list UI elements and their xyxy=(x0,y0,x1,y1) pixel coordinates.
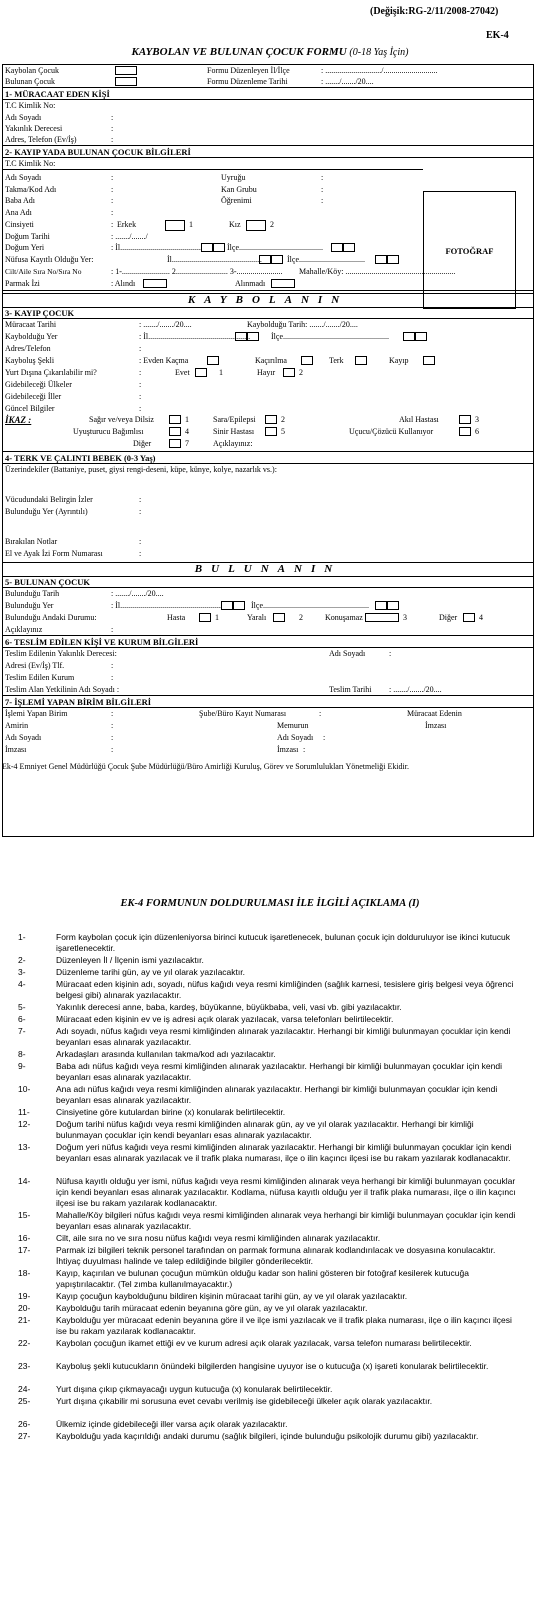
s2-mother-label: Ana Adı xyxy=(5,208,32,217)
w-mental-code: 3 xyxy=(475,415,479,424)
recv-label: Teslim Alan Yetkilinin Adı Soyadı : xyxy=(5,685,120,694)
lost-ilce-code-1[interactable] xyxy=(403,332,415,341)
abroad-yes-label: Evet xyxy=(175,368,190,377)
wounded-label: Yaralı xyxy=(247,613,267,622)
lost-place-ilce-field[interactable]: İlçe..................................................... xyxy=(271,332,389,341)
f-place-label: Bulunduğu Yer xyxy=(5,601,54,610)
birth-il-code-1[interactable] xyxy=(201,243,213,252)
abducted-checkbox[interactable] xyxy=(301,356,313,365)
explanation-item-number: 1- xyxy=(18,932,26,942)
s2-nationality-label: Uyruğu xyxy=(221,173,246,182)
explanation-item-number: 24- xyxy=(18,1384,31,1394)
f-explain-label: Açıklayınız xyxy=(5,625,43,634)
section-2-title: 2- KAYIP YADA BULUNAN ÇOCUK BİLGİLERİ xyxy=(5,147,191,157)
handprint-label: El ve Ayak İzi Form Numarası xyxy=(5,549,103,558)
found-place-label: Bulunduğu Yer (Ayrıntılı) xyxy=(5,507,88,516)
s2-tc-label: T.C Kimlik No: xyxy=(5,159,56,168)
s7-officer-sign-label: İmzası xyxy=(277,745,299,754)
explanation-item-text: Kayıp, kaçırılan ve bulunan çocuğun mümkün olduğu kadar son halini gösteren bir fotoğraf kesilerek kutucuğa yapıştırılacaktır. (Tel zımba kullanılmayacaktır.) xyxy=(56,1268,469,1289)
registry-ilce-field[interactable]: İlçe................................. xyxy=(287,255,365,264)
explanation-item-number: 23- xyxy=(18,1361,31,1371)
f-date-field[interactable]: : ......./......./20.... xyxy=(111,589,164,598)
age-range: (0-18 Yaş İçin) xyxy=(349,47,409,58)
birth-il-code-2[interactable] xyxy=(213,243,225,252)
mute-code: 3 xyxy=(403,613,407,622)
explanation-item-number: 11- xyxy=(18,1107,30,1117)
gender-label: Cinsiyeti xyxy=(5,220,34,229)
explanation-item-text: Kaybolan çocuğun ikamet ettiği ev ve kurum adresi açık olarak yazılacak, varsa telefon numarası belirtilecektir. xyxy=(56,1338,472,1348)
explanation-item-text: Adı soyadı, nüfus kağıdı veya resmi kimliğinden alınarak yazılacaktır. Herhangi bir kimliği bulunmayan çocuklar için kendi beyanları esas alınarak yazılacaktır. xyxy=(56,1026,511,1047)
photo-box[interactable]: FOTOĞRAF xyxy=(423,191,516,309)
explanation-item-number: 2- xyxy=(18,955,26,965)
explanation-item-text: Form kaybolan çocuk için düzenleniyorsa birinci kutucuk işaretlenecek, bulunan çocuk için dolduruluyor ise ikinci kutucuk işaretlenecektir. xyxy=(56,932,511,953)
section-5-title: 5- BULUNAN ÇOCUK xyxy=(5,577,90,587)
s7-sign-label: İmzası xyxy=(5,745,27,754)
w-drug-code: 4 xyxy=(185,427,189,436)
officer-label: Memurun xyxy=(277,721,309,730)
w-deaf-code: 1 xyxy=(185,415,189,424)
missing-label: Kayıp xyxy=(389,356,409,365)
section-3-title: 3- KAYIP ÇOCUK xyxy=(5,308,75,318)
female-label: Kız xyxy=(229,220,241,229)
fingerprint-label: Parmak İzi xyxy=(5,279,40,288)
section-7-title: 7- İŞLEMİ YAPAN BİRİM BİLGİLERİ xyxy=(5,697,152,707)
w-nerve-checkbox[interactable] xyxy=(265,427,277,436)
kind-found-label: Bulunan Çocuk xyxy=(5,77,55,86)
s2-father-label: Baba Adı xyxy=(5,196,35,205)
applicant-sign-label: İmzası xyxy=(425,721,447,730)
explanation-item-text: Baba adı nüfus kağıdı veya resmi kimliğinden alınarak yazılacaktır. Herhangi bir kimliği bulunmayan çocuklar için kendi beyanları esas alınarak yazılacaktır. xyxy=(56,1061,502,1082)
sick-code: 1 xyxy=(215,613,219,622)
explanation-item-text: Kayıp çocuğun kaybolduğunu bildiren kişinin müracaat tarihi gün, ay ve yıl olarak yazılacaktır. xyxy=(56,1291,408,1301)
w-other-code: 7 xyxy=(185,439,189,448)
male-checkbox[interactable] xyxy=(165,220,185,231)
abroad-no-checkbox[interactable] xyxy=(283,368,295,377)
explanation-item-text: Doğum yeri nüfus kağıdı veya resmi kimliğinden alınarak yazılacaktır. Herhangi bir kimliği bulunmayan çocuklar için kendi beyanları esas alınarak yazılacak ve il trafik plaka numarası, ilçe o ilin kaçıncı ilçesi ise bu rakam yazılarak kodlanacaktır. xyxy=(56,1142,512,1163)
w-deaf-checkbox[interactable] xyxy=(169,415,181,424)
rel-label: Teslim Edilenin Yakınlık Derecesi: xyxy=(5,649,117,658)
no-code: 2 xyxy=(299,368,303,377)
birth-place-label: Doğum Yeri xyxy=(5,243,45,252)
abandon-checkbox[interactable] xyxy=(355,356,367,365)
footnote: Ek-4 Emniyet Genel Müdürlüğü Çocuk Şube Müdürlüğü/Büro Amirliği Kuruluş, Görev ve Sorumlulukları Yönetmeliği Ekidir. xyxy=(2,762,409,771)
missing-checkbox[interactable] xyxy=(423,356,435,365)
explanation-item-number: 26- xyxy=(18,1419,31,1429)
abandon-label: Terk xyxy=(329,356,344,365)
w-other-label: Diğer xyxy=(133,439,152,448)
f-il-code-1[interactable] xyxy=(221,601,233,610)
birth-date-label: Doğum Tarihi xyxy=(5,232,50,241)
female-code: 2 xyxy=(270,220,274,229)
explanation-item-number: 4- xyxy=(18,979,26,989)
kind-lost-label: Kaybolan Çocuk xyxy=(5,66,59,75)
issuer-city-field[interactable]: : ............................/........................... xyxy=(321,66,438,75)
w-epil-code: 2 xyxy=(281,415,285,424)
birth-ilce-code-2[interactable] xyxy=(343,243,355,252)
branch-label: Şube/Büro Kayıt Numarası xyxy=(199,709,287,718)
explanation-item-number: 19- xyxy=(18,1291,31,1301)
section-6-title: 6- TESLİM EDİLEN KİŞİ VE KURUM BİLGİLERİ xyxy=(5,637,199,647)
explanation-title: EK-4 FORMUNUN DOLDURULMASI İLE İLGİLİ AÇIKLAMA (I) xyxy=(120,898,420,909)
kind-lost-checkbox[interactable] xyxy=(115,66,137,75)
birth-ilce-field[interactable]: İlçe.......................................... xyxy=(227,243,323,252)
explanation-item-number: 27- xyxy=(18,1431,31,1441)
s6-inst-label: Teslim Edilen Kurum xyxy=(5,673,75,682)
lost-how-label: Kayboluş Şekli xyxy=(5,356,55,365)
mute-checkbox[interactable] xyxy=(365,613,399,622)
recv-date-field[interactable]: : ......./......./20.... xyxy=(389,685,442,694)
s4-items-label: Üzerindekiler (Battaniye, puset, giysi rengi-deseni, küpe, künye, kolye, nazarlık vs.): xyxy=(5,465,277,474)
row-kind-lost xyxy=(3,66,533,76)
lost-il-code-2[interactable] xyxy=(247,332,259,341)
lost-ilce-code-2[interactable] xyxy=(415,332,427,341)
explanation-item-text: Cinsiyetine göre kutulardan birine (x) konularak belirtilecektir. xyxy=(56,1107,286,1117)
wounded-code: 2 xyxy=(299,613,303,622)
current-info-label: Güncel Bilgiler xyxy=(5,404,55,413)
explanation-item-number: 7- xyxy=(18,1026,26,1036)
lost-place-label: Kaybolduğu Yer xyxy=(5,332,58,341)
male-code: 1 xyxy=(189,220,193,229)
s1-tc-label: T.C Kimlik No: xyxy=(5,101,56,110)
form-title-text: KAYBOLAN VE BULUNAN ÇOCUK FORMU xyxy=(131,46,347,58)
abducted-label: Kaçırılma xyxy=(255,356,287,365)
section-1-title: 1- MÜRACAAT EDEN KİŞİ xyxy=(5,89,110,99)
home-escape-label: : Evden Kaçma xyxy=(139,356,189,365)
s1-relation-label: Yakınlık Derecesi xyxy=(5,124,63,133)
s6-addr-label: Adresi (Ev/İş) Tlf. xyxy=(5,661,65,670)
explanation-item-number: 14- xyxy=(18,1176,31,1186)
band-found: BULUNANIN xyxy=(3,562,533,577)
w-volatile-code: 6 xyxy=(475,427,479,436)
issuer-city-label: Formu Düzenleyen İl/İlçe xyxy=(207,66,290,75)
f-il-code-2[interactable] xyxy=(233,601,245,610)
w-drug-checkbox[interactable] xyxy=(169,427,181,436)
explanation-item-text: Ana adı nüfus kağıdı veya resmi kimliğinden alınarak yazılacaktır. Herhangi bir kimliği bulunmayan çocuklar için kendi beyanları esas alınarak yazılacaktır. xyxy=(56,1084,498,1105)
app-date-field[interactable]: : ......./......./20.... xyxy=(139,320,192,329)
explanation-item-number: 3- xyxy=(18,967,26,977)
form-table: Kaybolan Çocuk Formu Düzenleyen İl/İlçe : ............................/........................... Bulunan Çocuk Formu Düzenleme Tarihi : ......./......./20.... 1- MÜRACAAT EDEN KİŞİ T.C Kimlik No: Adı Soyadı : Yakınlık Derecesi : Adres, Telefon (Ev/İş) : 2- KAYIP YADA BULUNAN ÇOCUK BİLGİLERİ T.C Kimlik No: Adı Soyadı : Uyruğu : Takma/Kod Adı : Kan Grubu : Baba Adı : Öğrenimi : Ana Adı : Cinsiyeti : Erkek 1 Kız 2 Doğum Tarihi : ......./......./ Doğum Yeri : İl......................................... İlçe.......................................... Nüfusa Kayıtlı Olduğu Yer: İl............................................. İlçe................................. Cilt/Aile Sıra No/Sıra No : 1-........................ 2.......................... 3-....................... Mahalle/Köy: ....................................................... Parmak İzi : Alındı Alınmadı FOTOĞRAF KAYBOLANIN 3- KAYIP ÇOCUK Müracaat Tarihi : ......./......./20.... Kaybolduğu Tarih: ......./......./20.... Kaybolduğu Yer : İl................................................... İlçe..................................................... Adres/Telefon : Kayboluş Şekli : Evden Kaçma Kaçırılma Terk Kayıp Yurt Dışına Çıkarılabilir mi? : Evet 1 Hayır 2 Gidebileceği Ülkeler : Gidebileceği İller : Güncel Bilgiler : İKAZ : Sağır ve/veya Dilsiz 1 Sara/Epilepsi 2 Akıl Hastası 3 Uyuşturucu Bağımlısı 4 Sinir Hastası 5 Uçucu/Çözücü Kullanıyor 6 Diğer 7 Açıklayınız: 4- TERK VE ÇALINTI BEBEK (0-3 Yaş) Üzerindekiler (Battaniye, puset, giysi rengi-deseni, küpe, künye, kolye, nazarlık vs.): Vücudundaki Belirgin İzler : Bulunduğu Yer (Ayrıntılı) : Bırakılan Notlar : El ve Ayak İzi Form Numarası : BULUNANIN 5- BULUNAN ÇOCUK Bulunduğu Tarih : ......./......./20.... Bulunduğu Yer : İl................................................... İlçe..................................................... Bulunduğu Andaki Durumu: Hasta 1 Yaralı 2 Konuşamaz 3 Diğer 4 Açıklayınız : 6- TESLİM EDİLEN KİŞİ VE KURUM BİLGİLERİ Teslim Edilenin Yakınlık Derecesi: Adı Soyadı : Adresi (Ev/İş) Tlf. : Teslim Edilen Kurum : Teslim Alan Yetkilinin Adı Soyadı : Teslim Tarihi : ......./......./20.... 7- İŞLEMİ YAPAN BİRİM BİLGİLERİ İşlemi Yapan Birim : Şube/Büro Kayıt Numarası : Müracaat Edenin Amirin : Memurun İmzası Adı Soyadı : Adı Soyadı : İmzası : İmzası : xyxy=(2,64,534,837)
kind-found-checkbox[interactable] xyxy=(115,77,137,86)
w-other-checkbox[interactable] xyxy=(169,439,181,448)
w-nerve-code: 5 xyxy=(281,427,285,436)
explanation-item-text: Düzenleyen İl / İlçenin ismi yazılacaktır. xyxy=(56,955,204,965)
explanation-item-text: Yakınlık derecesi anne, baba, kardeş, büyükanne, büyükbaba, veli, vasi vb. gibi yazılacaktır. xyxy=(56,1002,402,1012)
explanation-item-number: 22- xyxy=(18,1338,31,1348)
w-epil-label: Sara/Epilepsi xyxy=(213,415,256,424)
explanation-item-number: 13- xyxy=(18,1142,31,1152)
s2-nickname-label: Takma/Kod Adı xyxy=(5,185,57,194)
f-place-ilce-field[interactable]: İlçe..................................................... xyxy=(251,601,369,610)
volume-field[interactable]: : 1-........................ 2.......................... 3-....................... xyxy=(111,267,283,276)
explanation-item-text: Doğum tarihi nüfus kağıdı veya resmi kimliğinden alınarak gün, ay ve yıl olarak yazılacaktır. Herhangi bir kimliği bulunmayan çocuklar için kendi beyanları esas alınarak yazılacaktır. xyxy=(56,1119,474,1140)
explanation-item-text: Arkadaşları arasında kullanılan takma/kod adı yazılacaktır. xyxy=(56,1049,276,1059)
f-other-label: Diğer xyxy=(439,613,458,622)
explanation-item-text: Düzenleme tarihi gün, ay ve yıl olarak yazılacaktır. xyxy=(56,967,245,977)
s2-blood-label: Kan Grubu xyxy=(221,185,257,194)
revision-note: (Değişik:RG-2/11/2008-27042) xyxy=(370,6,499,17)
sick-checkbox[interactable] xyxy=(199,613,211,622)
lost-date-field[interactable]: Kaybolduğu Tarih: ......./......./20.... xyxy=(247,320,358,329)
explanation-item-number: 12- xyxy=(18,1119,31,1129)
band-lost: KAYBOLANIN xyxy=(3,293,533,308)
countries-label: Gidebileceği Ülkeler xyxy=(5,380,72,389)
sick-label: Hasta xyxy=(167,613,186,622)
explanation-item-text: Yurt dışına çıkıp çıkmayacağı uygun kutucuğa (x) konularak belirtilecektir. xyxy=(56,1384,333,1394)
s7-officer-name-label: Adı Soyadı xyxy=(277,733,314,742)
explanation-item-number: 5- xyxy=(18,1002,26,1012)
f-ilce-code-2[interactable] xyxy=(387,601,399,610)
f-other-checkbox[interactable] xyxy=(463,613,475,622)
registry-ilce-code-1[interactable] xyxy=(375,255,387,264)
explanation-item-number: 25- xyxy=(18,1396,31,1406)
s2-education-label: Öğrenimi xyxy=(221,196,252,205)
explanation-item-text: Nüfusa kayıtlı olduğu yer ismi, nüfus kağıdı veya resmi kimliğinden alınarak veya herhangi bir kimliği bulunmayan çocuklar için kendi beyanları esas alınarak yazılacaktır. Kodlama, nüfusa kayıtlı olduğu yer il trafik plaka numarası, ilçe o ilin kaçıncı ilçesi ise bu rakam yazılarak kodlanacaktır. xyxy=(56,1176,516,1208)
explanation-item-number: 17- xyxy=(18,1245,31,1255)
fp-taken-label: : Alındı xyxy=(111,279,136,288)
explanation-item-text: Müracaat eden kişinin ev ve iş adresi açık olarak yazılacak, varsa telefonları belirtilecektir. xyxy=(56,1014,394,1024)
explanation-item-text: Parmak izi bilgileri teknik personel tarafından on parmak formuna alınarak kodlandırılacak ve dosyasına konulacaktır. İhtiyaç duyulması halinde ve talep edildiğinde bilgiler gönderilecektir. xyxy=(56,1245,496,1266)
explanation-item-text: Yurt dışına çıkabilir mi sorusuna evet cevabı verilmiş ise gidebileceği ülkeler açık olarak yazılacaktır. xyxy=(56,1396,433,1406)
fp-not-taken-checkbox[interactable] xyxy=(271,279,295,288)
explanation-item-number: 18- xyxy=(18,1268,31,1278)
explanation-item-number: 20- xyxy=(18,1303,31,1313)
cities-label: Gidebileceği İller xyxy=(5,392,62,401)
s7-name-label: Adı Soyadı xyxy=(5,733,42,742)
w-drug-label: Uyuşturucu Bağımlısı xyxy=(73,427,144,436)
abroad-label: Yurt Dışına Çıkarılabilir mi? xyxy=(5,368,97,377)
recv-date-label: Teslim Tarihi xyxy=(329,685,372,694)
f-place-il-field[interactable]: : İl................................................... xyxy=(111,601,223,610)
chief-label: Amirin xyxy=(5,721,29,730)
w-mental-label: Akıl Hastası xyxy=(399,415,439,424)
app-date-label: Müracaat Tarihi xyxy=(5,320,57,329)
s1-address-label: Adres, Telefon (Ev/İş) xyxy=(5,135,77,144)
f-ilce-code-1[interactable] xyxy=(375,601,387,610)
f-date-label: Bulunduğu Tarih xyxy=(5,589,60,598)
abroad-no-label: Hayır xyxy=(257,368,276,377)
notes-label: Bırakılan Notlar xyxy=(5,537,58,546)
registry-il-code-1[interactable] xyxy=(259,255,271,264)
female-checkbox[interactable] xyxy=(246,220,266,231)
registry-il-code-2[interactable] xyxy=(271,255,283,264)
explanation-item-number: 10- xyxy=(18,1084,31,1094)
explanation-item-text: Cilt, aile sıra no ve sıra nosu nüfus kağıdı veya resmi kimliğinden alınarak yazılacaktır. xyxy=(56,1233,381,1243)
home-escape-checkbox[interactable] xyxy=(207,356,219,365)
explanation-item-text: Kaybolduğu yer müracaat edenin beyanına göre il ve ilçe ismi yazılacak ve il trafik plaka numarası, ilçe o ilin kaçıncı ilçesi ise bu rakam yazılarak kodlanacaktır. xyxy=(56,1315,512,1336)
explanation-item-text: Mahalle/Köy bilgileri nüfus kağıdı veya resmi kimliğinden alınarak veya herhangi bir kimliği bulunmayan çocuklar için kendi beyanları esas alınarak yazılacaktır. xyxy=(56,1210,516,1231)
male-label: Erkek xyxy=(117,220,137,229)
w-explain-label: Açıklayınız: xyxy=(213,439,253,448)
s3-address-label: Adres/Telefon xyxy=(5,344,51,353)
village-field[interactable]: Mahalle/Köy: ....................................................... xyxy=(299,267,456,276)
explanation-item-number: 16- xyxy=(18,1233,31,1243)
w-epil-checkbox[interactable] xyxy=(265,415,277,424)
mute-label: Konuşamaz xyxy=(325,613,363,622)
row-kind-found xyxy=(3,77,533,88)
f-state-label: Bulunduğu Andaki Durumu: xyxy=(5,613,97,622)
s1-address-field[interactable]: : xyxy=(111,135,114,144)
f-other-code: 4 xyxy=(479,613,483,622)
fp-not-taken-label: Alınmadı xyxy=(235,279,266,288)
warning-label: İKAZ : xyxy=(5,415,32,425)
explanation-item-number: 8- xyxy=(18,1049,26,1059)
applicant-label: Müracaat Edenin xyxy=(407,709,462,718)
explanation-item-text: Kaybolduğu yada kaçırıldığı andaki durumu (sağlık bilgileri, içinde bulunduğu psikolojik durumu gibi) yazılacaktır. xyxy=(56,1431,479,1441)
s1-relation-field[interactable]: : xyxy=(111,124,114,133)
explanation-item-text: Ülkemiz içinde gidebileceği iller varsa açık olarak yazılacaktır. xyxy=(56,1419,288,1429)
w-mental-checkbox[interactable] xyxy=(459,415,471,424)
registry-label: Nüfusa Kayıtlı Olduğu Yer: xyxy=(5,255,94,264)
explanation-item-number: 21- xyxy=(18,1315,31,1325)
lost-place-il-field[interactable]: : İl................................................... xyxy=(139,332,251,341)
registry-il-field[interactable]: İl............................................. xyxy=(167,255,262,264)
w-deaf-label: Sağır ve/veya Dilsiz xyxy=(89,415,154,424)
w-volatile-checkbox[interactable] xyxy=(459,427,471,436)
s2-name-label: Adı Soyadı xyxy=(5,173,42,182)
w-volatile-label: Uçucu/Çözücü Kullanıyor xyxy=(349,427,434,436)
s1-name-field[interactable]: : xyxy=(111,113,114,122)
abroad-yes-checkbox[interactable] xyxy=(195,368,207,377)
birth-date-field[interactable]: : ......./......./ xyxy=(111,232,148,241)
birth-il-field[interactable]: : İl......................................... xyxy=(111,243,203,252)
explanation-item-number: 15- xyxy=(18,1210,31,1220)
yes-code: 1 xyxy=(219,368,223,377)
s6-name-label: Adı Soyadı xyxy=(329,649,366,658)
explanation-item-text: Kaybolduğu tarih müracaat edenin beyanına göre gün, ay ve yıl olarak yazılacaktır. xyxy=(56,1303,368,1313)
fp-taken-checkbox[interactable] xyxy=(143,279,167,288)
form-code: EK-4 xyxy=(486,30,509,41)
s1-name-label: Adı Soyadı xyxy=(5,113,42,122)
wounded-checkbox[interactable] xyxy=(273,613,285,622)
lost-il-code-1[interactable] xyxy=(235,332,247,341)
explanation-item-number: 6- xyxy=(18,1014,26,1024)
birth-ilce-code-1[interactable] xyxy=(331,243,343,252)
volume-label: Cilt/Aile Sıra No/Sıra No xyxy=(5,267,82,276)
section-4-title: 4- TERK VE ÇALINTI BEBEK (0-3 Yaş) xyxy=(5,453,156,463)
issue-date-field[interactable]: : ......./......./20.... xyxy=(321,77,374,86)
unit-label: İşlemi Yapan Birim xyxy=(5,709,68,718)
explanation-item-number: 9- xyxy=(18,1061,26,1071)
explanation-item-text: Müracaat eden kişinin adı, soyadı, nüfus kağıdı veya resmi kimliğinden (sağlık karnesi, tesislere giriş belgesi veya öğrenci belgesi gibi) alınarak yazılacaktır. xyxy=(56,979,514,1000)
registry-ilce-code-2[interactable] xyxy=(387,255,399,264)
issue-date-label: Formu Düzenleme Tarihi xyxy=(207,77,288,86)
w-nerve-label: Sinir Hastası xyxy=(213,427,255,436)
explanation-item-text: Kayboluş şekli kutucukların önündeki bilgilerden hangisine uyuyor ise o kutucuğa (x) işareti konularak belirtilecektir. xyxy=(56,1361,489,1371)
marks-label: Vücudundaki Belirgin İzler xyxy=(5,495,93,504)
form-title xyxy=(0,46,540,58)
